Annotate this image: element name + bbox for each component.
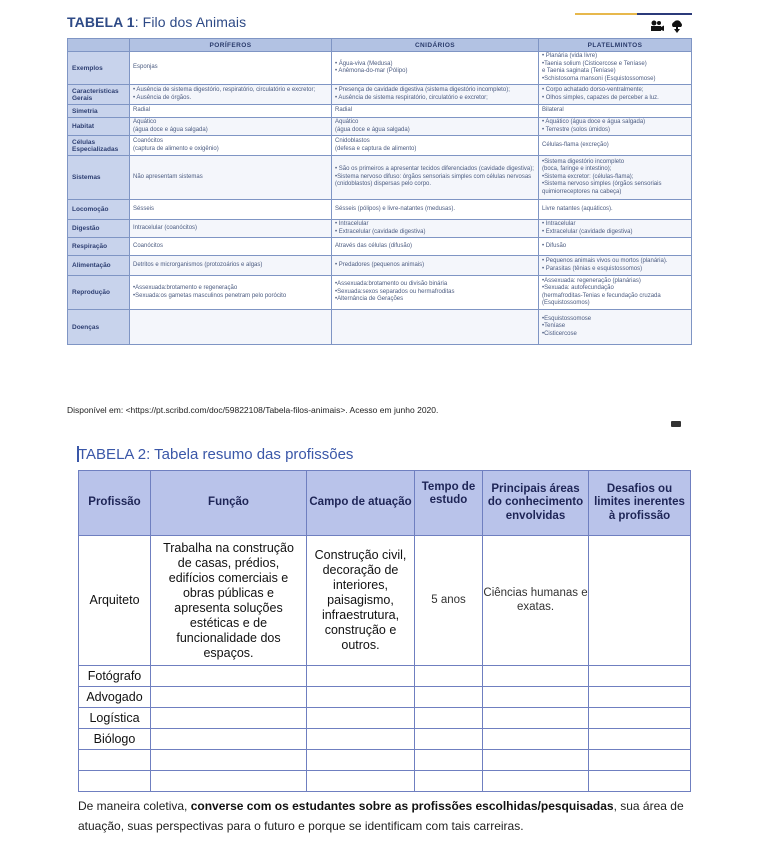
table1-cell: Células-flama (excreção) xyxy=(539,136,692,156)
table2-cell-campo[interactable] xyxy=(307,666,415,687)
table2-cell-funcao[interactable] xyxy=(151,708,307,729)
table2-cell-campo[interactable] xyxy=(307,729,415,750)
table2-title: TABELA 2: Tabela resumo das profissões xyxy=(78,446,354,463)
table2-row xyxy=(79,687,691,708)
table2-cell-profissao xyxy=(79,771,151,792)
table1-cell: • Planária (vida livre) •Taenia solium (Cisticercose e Teníase) e Taenia saginata (Teníase) •Schistosoma mansoni (Esquistossomose) xyxy=(539,52,692,85)
table2-row xyxy=(79,750,691,771)
table1-row xyxy=(68,310,692,345)
table2-row xyxy=(79,666,691,687)
table1-cell: •Sistema digestório incompleto (boca, faringe e intestino); •Sistema excretor: (células-flama); •Sistema nervoso simples (órgãos sensoriais quimiorreceptores na cabeça) xyxy=(539,156,692,200)
table2-cell-tempo[interactable] xyxy=(415,687,483,708)
table1-row-label: Características Gerais xyxy=(68,85,130,105)
table2-cell-funcao[interactable] xyxy=(151,771,307,792)
table1-cell: Sésseis (pólipos) e livre-natantes (medusas). xyxy=(332,200,539,220)
table1-cell: • Intracelular • Extracelular (cavidade digestiva) xyxy=(332,220,539,238)
table2-cell-campo[interactable] xyxy=(307,750,415,771)
table1-cell: • Predadores (pequenos animais) xyxy=(332,256,539,276)
table2-cell-profissao: Advogado xyxy=(79,687,151,708)
table2-row xyxy=(79,771,691,792)
table2-cell-campo[interactable] xyxy=(307,771,415,792)
projector-icon xyxy=(650,20,664,33)
table1-corner xyxy=(68,39,130,52)
table2-cell-tempo[interactable] xyxy=(415,729,483,750)
table1-row-label: Simetria xyxy=(68,105,130,118)
table2-cell-profissao: Biólogo xyxy=(79,729,151,750)
table1-cell: Radial xyxy=(130,105,332,118)
closing-instruction: De maneira coletiva, converse com os estudantes sobre as profissões escolhidas/pesquisadas, sua área de atuação, suas perspectivas para o futuro e porque se identificam com tais carreiras. xyxy=(78,799,684,833)
table1-row xyxy=(68,52,692,85)
table1-row xyxy=(68,105,692,118)
table1-cell: •Assexuada:brotamento ou divisão binária •Sexuada:sexos separados ou hermafroditas •Alternância de Gerações xyxy=(332,276,539,310)
table2-cell-funcao[interactable] xyxy=(151,687,307,708)
table2-cell-areas[interactable] xyxy=(483,708,589,729)
table1-cell: Coanócitos xyxy=(130,238,332,256)
table1-col-header: PORÍFEROS xyxy=(130,39,332,52)
table1-row-label: Sistemas xyxy=(68,156,130,200)
table1-cell: Aquático (água doce e água salgada) xyxy=(332,118,539,136)
table2-col-header: Principais áreas do conhecimento envolvidas xyxy=(483,471,589,536)
table2-cell-tempo[interactable] xyxy=(415,771,483,792)
table1-animal-phyla xyxy=(67,38,692,345)
table1-cell: • Água-viva (Medusa) • Anêmona-do-mar (Pólipo) xyxy=(332,52,539,85)
table2-cell-profissao xyxy=(79,750,151,771)
table2-professions xyxy=(78,470,691,792)
decorative-top-line-dark xyxy=(637,13,692,15)
table1-cell: Radial xyxy=(332,105,539,118)
table2-cell-tempo[interactable] xyxy=(415,750,483,771)
table1-cell: • Aquático (água doce e água salgada) • Terrestre (solos úmidos) xyxy=(539,118,692,136)
table2-col-header: Desafios ou limites inerentes à profissão xyxy=(589,471,691,536)
table2-cell-desafios[interactable] xyxy=(589,687,691,708)
table2-cell-campo[interactable] xyxy=(307,708,415,729)
page-marker-icon xyxy=(671,421,681,427)
table2-cell-funcao[interactable] xyxy=(151,666,307,687)
table1-cell xyxy=(130,310,332,345)
table2-row xyxy=(79,708,691,729)
table1-row-label: Habitat xyxy=(68,118,130,136)
table1-row-label: Exemplos xyxy=(68,52,130,85)
table2-row xyxy=(79,536,691,666)
table2-cell-areas[interactable] xyxy=(483,687,589,708)
table1-row xyxy=(68,85,692,105)
table2-cell-tempo[interactable] xyxy=(415,708,483,729)
table1-cell: • São os primeiros a apresentar tecidos diferenciados (cavidade digestiva); •Sistema nervoso difuso: órgãos sensoriais simples com células nervosas (cnidoblastos) dispersas pelo corpo. xyxy=(332,156,539,200)
table2-col-header: Profissão xyxy=(79,471,151,536)
table1-col-header: CNIDÁRIOS xyxy=(332,39,539,52)
table2-cell-areas[interactable] xyxy=(483,729,589,750)
table2-col-header: Campo de atuação xyxy=(307,471,415,536)
table1-cell: • Ausência de sistema digestório, respiratório, circulatório e excretor; • Ausência de órgãos. xyxy=(130,85,332,105)
table1-row-label: Locomoção xyxy=(68,200,130,220)
table1-source: Disponível em: <https://pt.scribd.com/doc/59822108/Tabela-filos-animais>. Acesso em junho 2020. xyxy=(67,405,439,415)
table2-cell-areas[interactable] xyxy=(483,750,589,771)
table2-cell-desafios[interactable] xyxy=(589,536,691,666)
table2-cell-desafios[interactable] xyxy=(589,771,691,792)
table1-cell: Cnidoblastos (defesa e captura de alimento) xyxy=(332,136,539,156)
table2-cell-funcao[interactable] xyxy=(151,750,307,771)
table1-row xyxy=(68,200,692,220)
header-icons xyxy=(650,20,684,33)
table1-row-label: Reprodução xyxy=(68,276,130,310)
table1-cell: •Assexuada: regeneração (planárias) •Sexuada: autofecundação (hermafroditas-Tenias e fecundação cruzada (Esquistossomos) xyxy=(539,276,692,310)
table1-row-label: Respiração xyxy=(68,238,130,256)
table1-row-label: Digestão xyxy=(68,220,130,238)
table1-cell: • Difusão xyxy=(539,238,692,256)
table1-row xyxy=(68,118,692,136)
table1-row-label: Células Especializadas xyxy=(68,136,130,156)
table2-cell-funcao: Trabalha na construção de casas, prédios, edifícios comerciais e obras públicas e apresenta soluções estéticas e de funcionalidade dos espaços. xyxy=(151,536,307,666)
table1-cell: Bilateral xyxy=(539,105,692,118)
table2-cell-areas: Ciências humanas e exatas. xyxy=(483,536,589,666)
table1-cell: Através das células (difusão) xyxy=(332,238,539,256)
table1-cell: • Pequenos animais vivos ou mortos (planária). • Parasitas (tênias e esquistossomos) xyxy=(539,256,692,276)
table1-col-header: PLATELMINTOS xyxy=(539,39,692,52)
table2-cell-campo[interactable] xyxy=(307,687,415,708)
table1-cell: Esponjas xyxy=(130,52,332,85)
table2-cell-profissao: Arquiteto xyxy=(79,536,151,666)
table2-cell-areas[interactable] xyxy=(483,666,589,687)
table1-cell xyxy=(332,310,539,345)
table1-cell: Aquático (água doce e água salgada) xyxy=(130,118,332,136)
table2-row xyxy=(79,729,691,750)
table1-row xyxy=(68,136,692,156)
table1-row xyxy=(68,220,692,238)
table2-cell-tempo: 5 anos xyxy=(415,536,483,666)
table1-cell: • Corpo achatado dorso-ventralmente; • Olhos simples, capazes de perceber a luz. xyxy=(539,85,692,105)
table2-cell-profissao: Logística xyxy=(79,708,151,729)
table2-cell-desafios[interactable] xyxy=(589,708,691,729)
table1-cell: • Intracelular • Extracelular (cavidade digestiva) xyxy=(539,220,692,238)
table1-cell: Livre natantes (aquáticos). xyxy=(539,200,692,220)
table1-row xyxy=(68,256,692,276)
table2-cell-desafios[interactable] xyxy=(589,666,691,687)
table1-row-label: Doenças xyxy=(68,310,130,345)
table1-row-label: Alimentação xyxy=(68,256,130,276)
table1-cell: Não apresentam sistemas xyxy=(130,156,332,200)
table1-cell: •Esquistossomose •Teníase •Cisticercose xyxy=(539,310,692,345)
table2-cell-desafios[interactable] xyxy=(589,729,691,750)
table1-row xyxy=(68,156,692,200)
table2-col-header: Função xyxy=(151,471,307,536)
table2-cell-campo: Construção civil, decoração de interiores, paisagismo, infraestrutura, construção e outros. xyxy=(307,536,415,666)
table1-cell: Séssеis xyxy=(130,200,332,220)
table1-cell: Detritos e microrganismos (protozoários e algas) xyxy=(130,256,332,276)
table2-cell-funcao[interactable] xyxy=(151,729,307,750)
table1-cell: Coanócitos (captura de alimento e oxigênio) xyxy=(130,136,332,156)
table2-cell-profissao: Fotógrafo xyxy=(79,666,151,687)
table1-title: TABELA 1: Filo dos Animais xyxy=(67,14,247,30)
table2-cell-areas[interactable] xyxy=(483,771,589,792)
table2-cell-tempo[interactable] xyxy=(415,666,483,687)
table2-col-header: Tempo de estudo xyxy=(415,471,483,536)
table1-row xyxy=(68,238,692,256)
table1-row xyxy=(68,276,692,310)
cloud-download-icon xyxy=(670,20,684,33)
table1-cell: •Assexuada:brotamento e regeneração •Sexuada:os gametas masculinos penetram pelo porócito xyxy=(130,276,332,310)
table1-cell: • Presença de cavidade digestiva (sistema digestório incompleto); • Ausência de sistema respiratório, circulatório e excretor; xyxy=(332,85,539,105)
table2-cell-desafios[interactable] xyxy=(589,750,691,771)
table1-cell: Intracelular (coanócitos) xyxy=(130,220,332,238)
